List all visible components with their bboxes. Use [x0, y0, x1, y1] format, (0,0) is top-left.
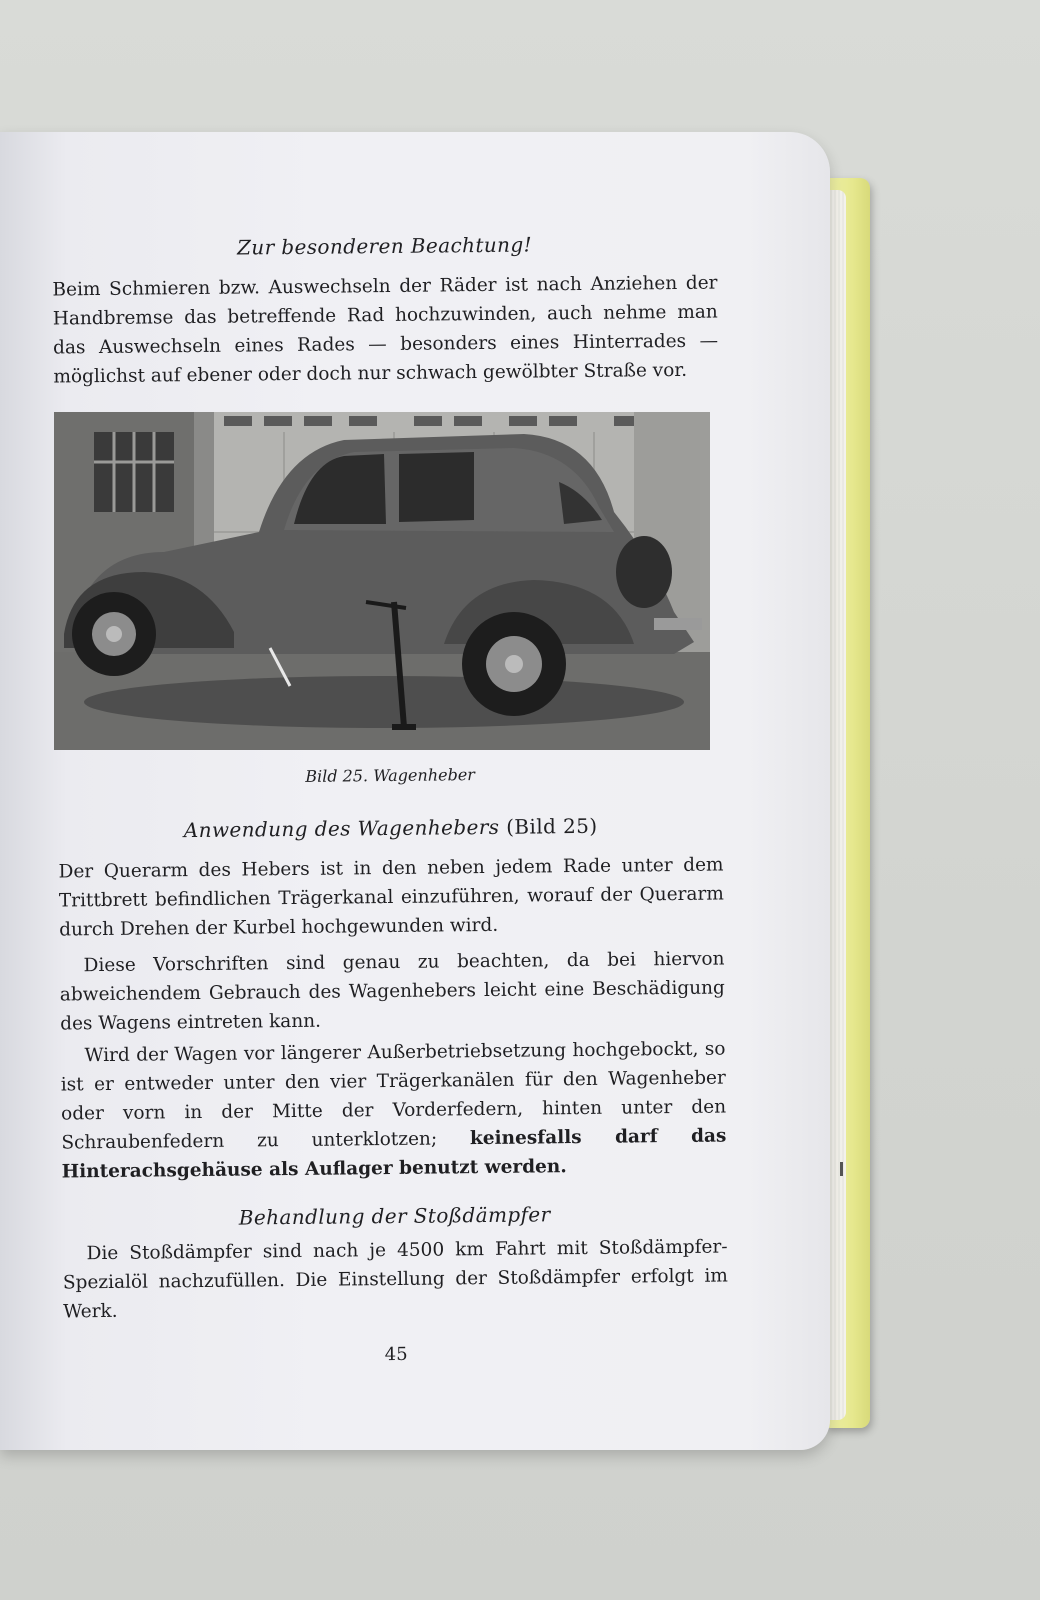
paragraph-hochgebockt	[60, 1034, 726, 1186]
paragraph-stossdaempfer: Die Stoßdämpfer sind nach je 4500 km Fahrt mit Stoßdämpfer-Spezialöl nachzufüllen. Die Einstellung der Stoßdämpfer erfolgt im Werk.	[62, 1236, 728, 1323]
figure-caption: Bild 25. Wagenheber	[305, 765, 475, 786]
edge-mark	[840, 1162, 843, 1176]
paragraph-hochgebockt-text: Wird der Wagen vor längerer Außerbetriebsetzung hochgebockt, so ist er entweder unter den vier Trägerkanälen für den Wagenheber oder vorn in der Mitte der Vorderfedern, hinten unter den Schraubenfedern zu unterklotzen;	[60, 1038, 727, 1154]
page-number: 45	[384, 1343, 408, 1366]
paragraph-schmieren: Beim Schmieren bzw. Auswechseln der Räder ist nach Anziehen der Handbremse das betreffende Rad hochzuwinden, auch nehme man das Auswechseln eines Rades — besonders eines Hinterrades — möglichst auf ebener oder doch nur schwach gewölbter Straße vor.	[52, 272, 719, 388]
heading-wagenheber-ref: (Bild 25)	[506, 813, 598, 839]
heading-wagenheber-title: Anwendung des Wagenhebers	[183, 814, 500, 843]
car-jack-photo	[54, 412, 710, 750]
paragraph-querarm: Der Querarm des Hebers ist in den neben jedem Rade unter dem Trittbrett befindlichen Trägerkanal einzuführen, worauf der Querarm durch Drehen der Kurbel hochgewunden wird.	[58, 854, 724, 941]
heading-besondere-beachtung: Zur besonderen Beachtung!	[236, 232, 533, 260]
heading-wagenheber	[58, 813, 723, 844]
heading-stossdaempfer: Behandlung der Stoßdämpfer	[238, 1202, 551, 1230]
car-jack-illustration	[54, 412, 710, 750]
book-page	[0, 132, 830, 1450]
page-content	[51, 129, 730, 1454]
paragraph-hochgebockt-warning: keinesfalls darf das Hinterachsgehäuse als Auflager benutzt werden.	[61, 1125, 727, 1183]
paragraph-vorschriften: Diese Vorschriften sind genau zu beachten, da bei hiervon abweichendem Gebrauch des Wagenhebers leicht eine Beschädigung des Wagens eintreten kann.	[59, 948, 725, 1035]
